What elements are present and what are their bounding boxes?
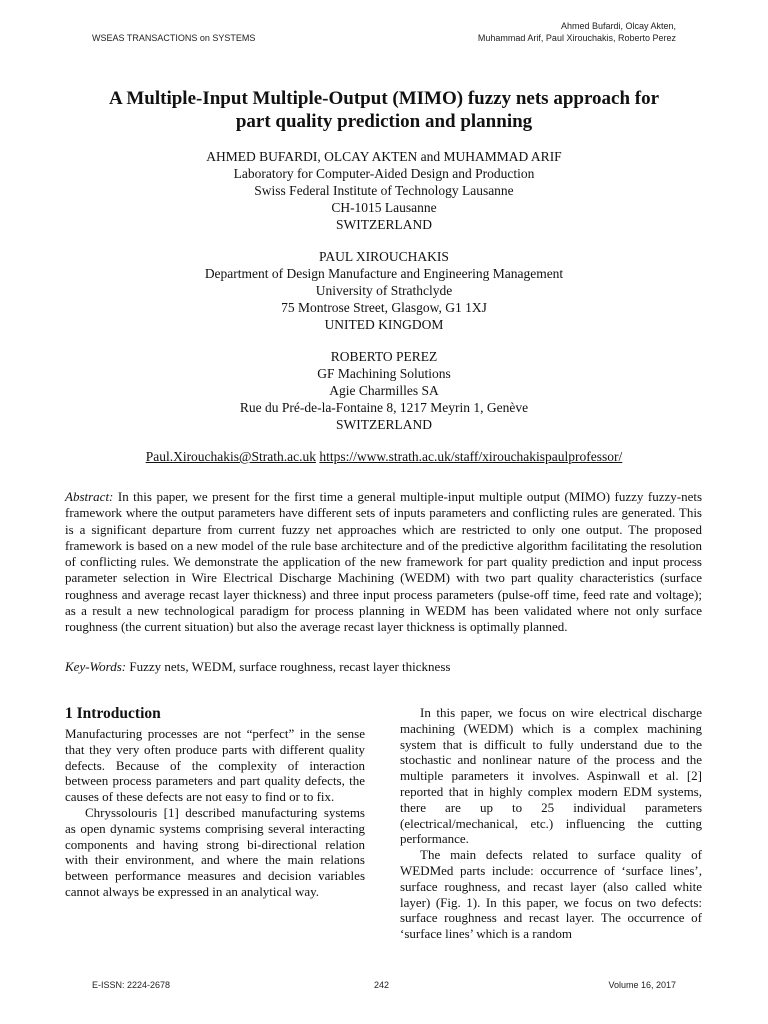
section-heading-introduction: 1 Introduction — [65, 705, 161, 722]
keywords-text: Fuzzy nets, WEDM, surface roughness, recast layer thickness — [129, 659, 451, 674]
footer-volume: Volume 16, 2017 — [608, 980, 676, 990]
affiliation-block-1 — [0, 148, 768, 233]
affiliation-block-3 — [0, 348, 768, 433]
affiliation-line: University of Strathclyde — [315, 283, 453, 298]
running-header-authors-line2: Muhammad Arif, Paul Xirouchakis, Roberto Perez — [477, 33, 676, 43]
author-names: AHMED BUFARDI, OLCAY AKTEN and MUHAMMAD ARIF — [206, 149, 562, 164]
contact-email-link[interactable]: Paul.Xirouchakis@Strath.ac.uk — [145, 449, 316, 464]
paragraph: The main defects related to surface quality of WEDMed parts include: occurrence of ‘surface lines’, surface roughness, and recast layer (also called white layer) (Fig. 1). In this paper, we focus on two defects: surface roughness and recast layer. The occurrence of ‘surface lines’ which is a random — [400, 847, 702, 942]
author-names: ROBERTO PEREZ — [330, 349, 438, 364]
affiliation-line: Swiss Federal Institute of Technology Lausanne — [254, 183, 514, 198]
keywords-label: Key-Words: — [65, 659, 127, 674]
paragraph: Manufacturing processes are not “perfect” in the sense that they very often produce parts with different quality defects. Because of the complexity of interaction between process parameters and part quality defects, the causes of these defects are not easy to find or to fix. — [65, 726, 365, 805]
contact-line — [0, 448, 768, 465]
paragraph: Chryssolouris [1] described manufacturing systems as open dynamic systems comprising several interacting components and having strong bi-directional relation with their environment, and where the main relations between performance measures and decision variables cannot always be expressed in an analytical way. — [65, 804, 365, 899]
paper-title — [0, 87, 768, 133]
abstract-text: In this paper, we present for the first time a general multiple-input multiple output (MIMO) fuzzy fuzzy-nets framework where the output parameters have different sets of inputs parameters and conflicting rules are generated. This is a significant departure from current fuzzy net approaches which are restricted to only one output. The proposed framework is based on a new model of the rule base architecture and of the predictive algorithm facilitating the resolution of conflicting rules. We demonstrate the application of the new framework for part quality prediction and input process parameter selection in Wire Electrical Discharge Machining (WEDM) with two part quality characteristics (surface roughness and average recast layer thickness) and three input process parameters (pulse-off time, feed rate and voltage); as a result a new technological paradigm for process planning in WEDM has been validated where not only surface roughness (the current situation) but also the average recast layer thickness is optimally planned. — [65, 489, 703, 635]
affiliation-line: GF Machining Solutions — [317, 366, 451, 381]
keywords — [65, 659, 702, 675]
contact-url-link[interactable]: https://www.strath.ac.uk/staff/xirouchakispaulprofessor/ — [319, 449, 623, 464]
running-header-authors — [478, 20, 676, 44]
footer-page-number: 242 — [374, 980, 390, 990]
running-header-journal: WSEAS TRANSACTIONS on SYSTEMS — [92, 33, 256, 43]
paper-title-line1: A Multiple-Input Multiple-Output (MIMO) fuzzy nets approach for — [108, 88, 660, 109]
running-header-authors-line1: Ahmed Bufardi, Olcay Akten, — [560, 21, 676, 31]
affiliation-line: UNITED KINGDOM — [324, 317, 444, 332]
paragraph: In this paper, we focus on wire electrical discharge machining (WEDM) which is a complex machining system that is difficult to fully understand due to the stochastic and nonlinear nature of the process and the multiple parameters it involves. Aspinwall et al. [2] reported that in highly complex modern EDM systems, there are up to 25 individual parameters (electrical/mechanical, etc.) influencing the cutting performance. — [400, 705, 702, 847]
abstract-label: Abstract: — [65, 489, 114, 504]
affiliation-line: 75 Montrose Street, Glasgow, G1 1XJ — [281, 300, 487, 315]
left-column — [65, 705, 365, 900]
affiliation-line: Laboratory for Computer-Aided Design and Production — [233, 166, 535, 181]
affiliations — [0, 148, 768, 465]
right-column — [400, 705, 702, 942]
affiliation-line: Agie Charmilles SA — [329, 383, 439, 398]
affiliation-line: SWITZERLAND — [336, 417, 432, 432]
author-names: PAUL XIROUCHAKIS — [319, 249, 449, 264]
affiliation-block-2 — [0, 248, 768, 333]
affiliation-line: SWITZERLAND — [336, 217, 432, 232]
affiliation-line: CH-1015 Lausanne — [331, 200, 437, 215]
affiliation-line: Department of Design Manufacture and Engineering Management — [204, 266, 564, 281]
abstract — [65, 489, 702, 636]
affiliation-line: Rue du Pré-de-la-Fontaine 8, 1217 Meyrin 1, Genève — [239, 400, 529, 415]
footer-issn: E-ISSN: 2224-2678 — [92, 980, 171, 990]
paper-title-line2: part quality prediction and planning — [235, 111, 533, 132]
